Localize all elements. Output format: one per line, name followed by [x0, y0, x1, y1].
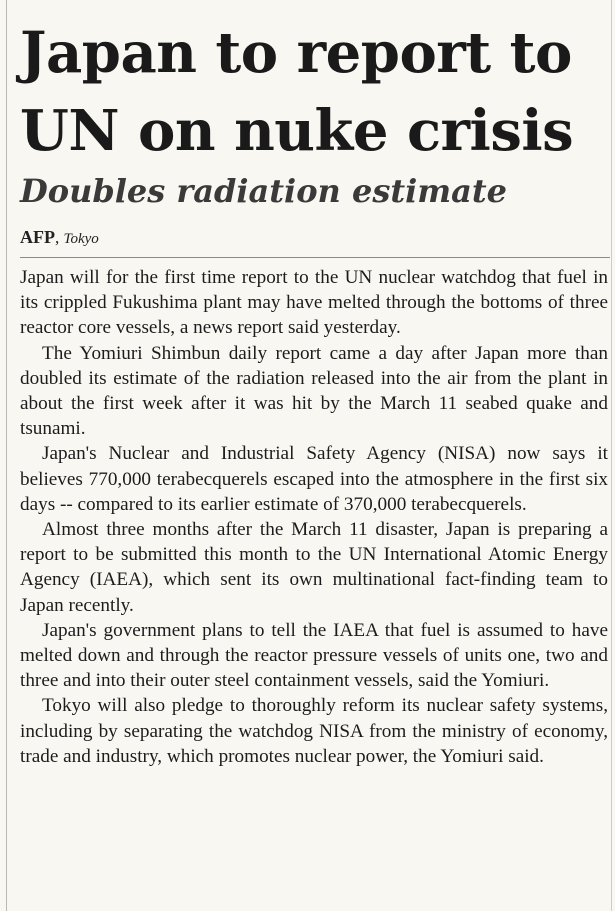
article-paragraph-2: The Yomiuri Shimbun daily report came a day after Japan more than doubled its estimate of the radiation released into the air from the plant in about the first week after it was hit by the March 11 seabed quake and tsunami.	[20, 342, 608, 440]
dateline	[20, 226, 99, 250]
byline-separator: ,	[55, 228, 60, 247]
article-paragraph-6: Tokyo will also pledge to thoroughly reform its nuclear safety systems, including by separating the watchdog NISA from the ministry of economy, trade and industry, which promotes nuclear power, the Yomiuri said.	[20, 695, 608, 767]
clipping-left-edge	[6, 0, 7, 911]
byline-city: Tokyo	[63, 231, 99, 247]
byline-agency: AFP	[20, 227, 55, 247]
subheadline: Doubles radiation estimate	[20, 172, 507, 210]
article-paragraph-3: Japan's Nuclear and Industrial Safety Agency (NISA) now says it believes 770,000 terabecquerels escaped into the atmosphere in the first six days -- compared to its earlier estimate of 370,000 terabecquerels.	[20, 443, 608, 515]
headline-line-2: UN on nuke crisis	[20, 98, 574, 164]
clipping-right-edge	[611, 0, 612, 911]
article-paragraph-4: Almost three months after the March 11 disaster, Japan is preparing a report to be submitted this month to the UN International Atomic Energy Agency (IAEA), which sent its own multinational fact-finding team to Japan recently.	[20, 519, 608, 616]
article-paragraph-1: Japan will for the first time report to the UN nuclear watchdog that fuel in its crippled Fukushima plant may have melted through the bottoms of three reactor core vessels, a news report said yesterday.	[20, 267, 608, 339]
headline	[20, 14, 610, 170]
headline-line-1: Japan to report to	[20, 20, 572, 86]
divider	[20, 257, 610, 258]
article-paragraph-5: Japan's government plans to tell the IAEA that fuel is assumed to have melted down and through the reactor pressure vessels of units one, two and three and into their outer steel containment vessels, said the Yomiuri.	[20, 619, 608, 692]
article-body	[20, 265, 608, 769]
